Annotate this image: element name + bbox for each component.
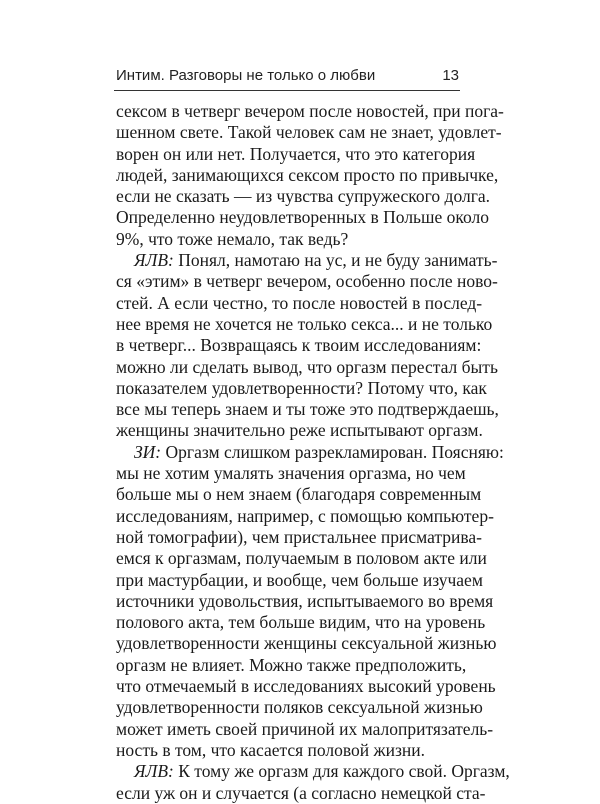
text-line: ворен он или нет. Получается, что это категория [116, 143, 476, 164]
text-line: может иметь своей причиной их малопритязатель- [116, 718, 494, 739]
text-line: что отмечаемый в исследованиях высокий уровень [116, 676, 496, 697]
text-line: мы не хотим умалять значения оргазма, но чем [116, 463, 466, 484]
text-line: при мастурбации, и вообще, чем больше изучаем [116, 569, 483, 590]
text-line: можно ли сделать вывод, что оргазм перестал быть [116, 356, 498, 377]
text-line: показателем удовлетворенности? Потому что, как [116, 377, 487, 398]
text-line: Определенно неудовлетворенных в Польше около [116, 207, 490, 228]
speaker-label: ЯЛВ: [134, 761, 174, 782]
header-rule [114, 90, 460, 91]
text-line: емся к оргазмам, получаемым в половом акте или [116, 548, 487, 569]
text-line: если уж он и случается (а согласно немецкой ста- [116, 782, 486, 803]
dialogue-line [116, 761, 510, 782]
text-line: 9%, что тоже немало, так ведь? [116, 228, 349, 249]
dialogue-text: К тому же оргазм для каждого свой. Оргазм, [173, 761, 510, 782]
dialogue-text: Оргазм слишком разрекламирован. Поясняю: [161, 441, 504, 462]
dialogue-line [116, 250, 498, 271]
body-text [116, 101, 510, 804]
text-line: удовлетворенности женщины сексуальной жизнью [116, 633, 497, 654]
dialogue-line [116, 441, 504, 463]
text-line: исследованиям, например, с помощью компьютер- [116, 505, 494, 526]
text-line: оргазм не влияет. Можно также предположить, [116, 654, 467, 675]
text-line: ся «этим» в четверг вечером, особенно после ново- [116, 271, 498, 292]
text-line: полового акта, тем больше видим, что на уровень [116, 612, 486, 633]
text-line: шенном свете. Такой человек сам не знает, удовлет- [116, 122, 502, 143]
text-line: если не сказать — из чувства супружеского долга. [116, 186, 491, 207]
text-line: источники удовольствия, испытываемого во время [116, 590, 494, 611]
page-number: 13 [442, 67, 459, 84]
text-line: все мы теперь знаем и ты тоже это подтверждаешь, [116, 399, 499, 420]
running-head-title: Интим. Разговоры не только о любви [116, 67, 376, 84]
speaker-label: ЯЛВ: [134, 250, 174, 271]
text-line: больше мы о нем знаем (благодаря современным [116, 484, 482, 505]
text-line: нее время не хочется не только секса... и не только [116, 313, 493, 334]
text-line: в четверг... Возвращаясь к твоим исследованиям: [116, 335, 482, 356]
text-line: сексом в четверг вечером после новостей, при пога- [116, 101, 504, 121]
text-line: ность в том, что касается половой жизни. [116, 739, 426, 760]
speaker-label: ЗИ: [134, 441, 162, 462]
text-line: стей. А если честно, то после новостей в послед- [116, 292, 483, 313]
dialogue-text: Понял, намотаю на ус, и не буду занимать- [173, 250, 498, 271]
text-line: женщины значительно реже испытывают оргазм. [116, 420, 483, 441]
text-line: удовлетворенности поляков сексуальной жизнью [116, 697, 483, 718]
text-line: ной томографии), чем пристальнее присматрива- [116, 526, 483, 547]
running-head [116, 65, 459, 89]
text-line: людей, занимающихся сексом просто по привычке, [116, 164, 499, 185]
